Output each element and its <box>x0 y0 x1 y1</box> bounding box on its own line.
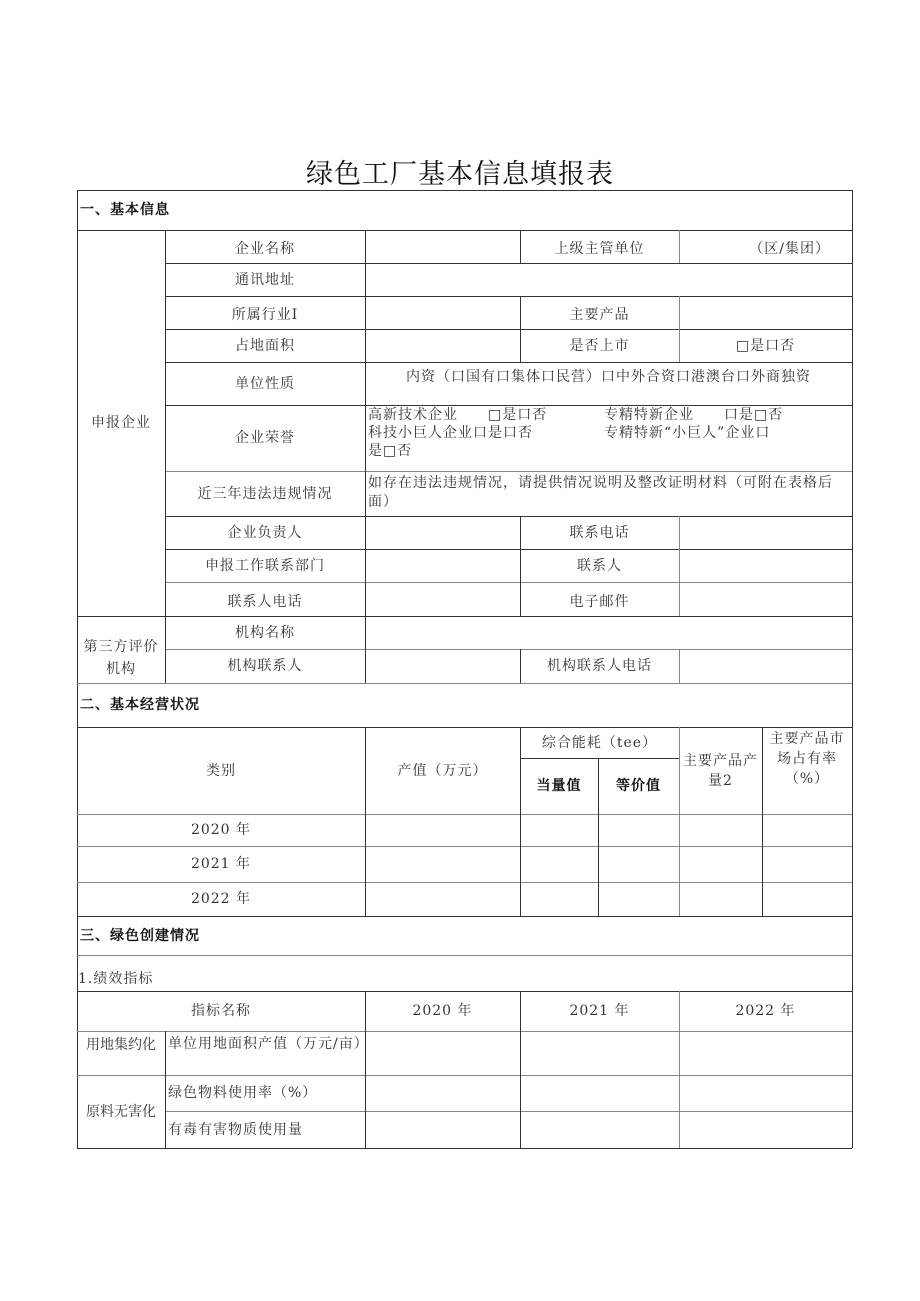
honors-little-giant[interactable]: 专精特新“小巨人”企业口 <box>604 425 771 441</box>
label-company-name: 企业名称 <box>235 241 295 257</box>
main-product-field[interactable] <box>679 296 852 329</box>
header-energy: 综合能耗（tee） <box>541 734 658 751</box>
label-superior-unit: 上级主管单位 <box>554 241 645 257</box>
main-output-2022-field[interactable] <box>679 882 762 916</box>
label-contact-person: 联系人 <box>577 557 622 574</box>
main-output-2020-field[interactable] <box>679 814 762 846</box>
label-legal-rep: 企业负责人 <box>227 524 303 541</box>
agency-name-field[interactable] <box>365 616 852 649</box>
superior-unit-field[interactable]: （区/集团） <box>749 241 830 257</box>
section-heading-basic-info: 一、基本信息 <box>80 202 170 218</box>
header-equivalent: 当量值 <box>536 778 582 794</box>
label-unit-nature: 单位性质 <box>235 375 295 392</box>
indicator-toxic-usage: 有毒有害物质使用量 <box>168 1121 303 1138</box>
label-industry: 所属行业Ⅰ <box>231 307 299 323</box>
legal-rep-field[interactable] <box>365 516 520 549</box>
equal-price-2021-field[interactable] <box>598 846 679 882</box>
toxic-usage-2021-field[interactable] <box>520 1111 679 1148</box>
equivalent-2020-field[interactable] <box>520 814 598 846</box>
header-2022: 2022 年 <box>735 1003 796 1019</box>
header-indicator: 指标名称 <box>191 1003 251 1019</box>
output-2022-field[interactable] <box>365 882 520 916</box>
label-honors: 企业荣誉 <box>235 430 295 446</box>
land-output-2021-field[interactable] <box>520 1031 679 1075</box>
contact-dept-field[interactable] <box>365 549 520 582</box>
industry-field[interactable] <box>365 296 520 329</box>
label-land-area: 占地面积 <box>235 337 295 354</box>
label-contact-dept: 申报工作联系部门 <box>205 557 325 574</box>
address-field[interactable] <box>365 263 852 296</box>
agency-contact-field[interactable] <box>365 649 520 683</box>
group-label-applicant: 申报企业 <box>91 415 151 431</box>
output-2020-field[interactable] <box>365 814 520 846</box>
group-label-land: 用地集约化 <box>86 1037 156 1053</box>
toxic-usage-2022-field[interactable] <box>679 1111 852 1148</box>
header-main-output: 主要产品产量2 <box>683 752 758 789</box>
header-market-share: 主要产品市场占有率（%） <box>769 731 845 787</box>
green-material-2021-field[interactable] <box>520 1075 679 1111</box>
email-field[interactable] <box>679 582 852 616</box>
header-2021: 2021 年 <box>569 1003 630 1019</box>
label-main-product: 主要产品 <box>569 307 630 323</box>
section-heading-operations: 二、基本经营状况 <box>80 697 200 713</box>
violations-note: 如存在违法违规情况，请提供情况说明及整改证明材料（可附在表格后面） <box>368 475 833 510</box>
label-violations: 近三年违法违规情况 <box>197 485 333 502</box>
honors-checkbox-group[interactable] <box>368 406 852 470</box>
row-year-2022: 2022 年 <box>190 891 252 907</box>
honors-tech-giant[interactable]: 科技小巨人企业口是口否 <box>368 425 533 441</box>
green-material-2020-field[interactable] <box>365 1075 520 1111</box>
output-2021-field[interactable] <box>365 846 520 882</box>
label-contact-phone: 联系电话 <box>569 524 630 541</box>
honors-high-tech[interactable]: 高新技术企业 □是口否 <box>368 407 548 423</box>
group-label-third-party: 第三方评价机构 <box>83 638 159 677</box>
land-area-field[interactable] <box>365 329 520 362</box>
indicator-land-output: 单位用地面积产值（万元/亩） <box>168 1036 369 1052</box>
land-output-2022-field[interactable] <box>679 1031 852 1075</box>
label-email: 电子邮件 <box>569 594 630 610</box>
contact-phone-field[interactable] <box>679 516 852 549</box>
header-2020: 2020 年 <box>412 1003 473 1019</box>
subheading-performance: 1.绩效指标 <box>78 971 154 987</box>
agency-contact-phone-field[interactable] <box>679 649 852 683</box>
header-equal-price: 等价值 <box>616 778 661 794</box>
contact-person-field[interactable] <box>679 549 852 582</box>
page-title: 绿色工厂基本信息填报表 <box>306 159 614 190</box>
section-heading-green-creation: 三、绿色创建情况 <box>80 927 200 944</box>
row-year-2021: 2021 年 <box>190 856 252 872</box>
group-label-raw: 原料无害化 <box>86 1103 156 1120</box>
contact-person-phone-field[interactable] <box>365 582 520 616</box>
unit-nature-checkbox-group[interactable]: 内资（口国有口集体口民营）口中外合资口港澳台口外商独资 <box>406 369 811 385</box>
label-agency-contact-phone: 机构联系人电话 <box>547 658 652 674</box>
honors-little-giant-cont[interactable]: 是□否 <box>368 443 413 459</box>
header-category: 类别 <box>206 762 236 779</box>
label-agency-name: 机构名称 <box>235 624 295 641</box>
row-year-2020: 2020 年 <box>190 822 252 838</box>
company-name-field[interactable] <box>365 230 520 263</box>
market-share-2020-field[interactable] <box>762 814 852 846</box>
label-contact-person-phone: 联系人电话 <box>227 594 303 610</box>
label-address: 通讯地址 <box>235 271 295 288</box>
market-share-2022-field[interactable] <box>762 882 852 916</box>
toxic-usage-2020-field[interactable] <box>365 1111 520 1148</box>
listed-checkbox-group[interactable]: □是口否 <box>735 337 796 354</box>
label-agency-contact: 机构联系人 <box>227 658 303 674</box>
main-output-2021-field[interactable] <box>679 846 762 882</box>
equal-price-2022-field[interactable] <box>598 882 679 916</box>
market-share-2021-field[interactable] <box>762 846 852 882</box>
indicator-green-material: 绿色物料使用率（%） <box>168 1085 318 1101</box>
equivalent-2022-field[interactable] <box>520 882 598 916</box>
honors-specialized[interactable]: 专精特新企业 口是□否 <box>604 407 784 423</box>
label-listed: 是否上市 <box>569 337 630 354</box>
land-output-2020-field[interactable] <box>365 1031 520 1075</box>
green-material-2022-field[interactable] <box>679 1075 852 1111</box>
equal-price-2020-field[interactable] <box>598 814 679 846</box>
equivalent-2021-field[interactable] <box>520 846 598 882</box>
header-output-value: 产值（万元） <box>397 762 488 779</box>
